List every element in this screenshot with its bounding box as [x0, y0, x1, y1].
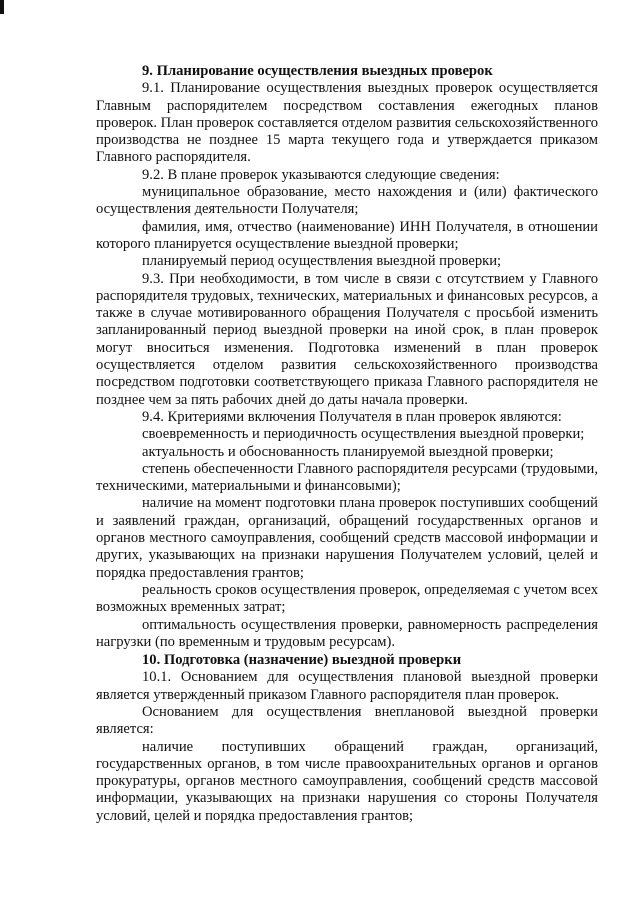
list-item-complaints: наличие поступивших обращений граждан, организаций, государственных органов, в том числе правоохранительных органов и органов прокуратуры, органов местного самоуправления, сообщений средств массовой информации, указывающих на признаки нарушения со стороны Получателя условий, целей и порядка предоставления грантов; [96, 738, 598, 824]
paragraph-9-1: 9.1. Планирование осуществления выездных проверок осуществляется Главным распорядителем посредством составления ежегодных планов проверок. План проверок составляется отделом развития сельскохозяйственного производства не позднее 15 марта текущего года и утверждается приказом Главного распорядителя. [96, 80, 598, 166]
paragraph-9-2: 9.2. В плане проверок указываются следующие сведения: [142, 166, 500, 183]
criteria-resources: степень обеспеченности Главного распорядителя ресурсами (трудовыми, техническими, материальными и финансовыми); [96, 460, 598, 495]
paragraph-9-4: 9.4. Критериями включения Получателя в план проверок являются: [142, 408, 562, 425]
document-page [96, 63, 598, 825]
criteria-timeliness: своевременность и периодичность осуществления выездной проверки; [142, 426, 585, 443]
paragraph-unscheduled-basis: Основанием для осуществления внеплановой выездной проверки является: [96, 703, 598, 738]
list-item-name-inn: фамилия, имя, отчество (наименование) ИНН Получателя, в отношении которого планируется осуществление выездной проверки; [96, 218, 598, 252]
criteria-optimality: оптимальность осуществления проверки, равномерность распределения нагрузки (по временным и трудовым ресурсам). [96, 616, 598, 650]
list-item-period: планируемый период осуществления выездной проверки; [142, 253, 502, 270]
paragraph-9-3: 9.3. При необходимости, в том числе в связи с отсутствием у Главного распорядителя трудовых, технических, материальных и финансовых ресурсов, а также в случае мотивированного обращения Получателя с просьбой изменить запланированный период выездной проверки на иной срок, в план проверок могут вноситься изменения. Подготовка изменений в план проверок осуществляется отделом развития сельскохозяйственного производства посредством подготовки соответствующего приказа Главного распорядителя не позднее чем за пять рабочих дней до даты начала проверки. [96, 270, 598, 408]
criteria-relevance: актуальность и обоснованность планируемой выездной проверки; [142, 443, 554, 460]
criteria-realistic-terms: реальность сроков осуществления проверок, определяемая с учетом всех возможных временных затрат; [96, 581, 598, 616]
section-9-heading: 9. Планирование осуществления выездных проверок [142, 63, 493, 79]
criteria-complaints: наличие на момент подготовки плана проверок поступивших сообщений и заявлений граждан, организаций, обращений государственных органов и органов местного самоуправления, сообщений средств массовой информации и других, указывающих на признаки нарушения Получателем условий, целей и порядка предоставления грантов; [96, 495, 598, 581]
list-item-municipality: муниципальное образование, место нахождения и (или) фактического осуществления деятельности Получателя; [96, 184, 598, 218]
section-10-heading: 10. Подготовка (назначение) выездной проверки [142, 652, 462, 669]
paragraph-10-1: 10.1. Основанием для осуществления плановой выездной проверки является утвержденный приказом Главного распорядителя план проверок. [96, 669, 598, 703]
scan-corner-mark [0, 0, 4, 14]
